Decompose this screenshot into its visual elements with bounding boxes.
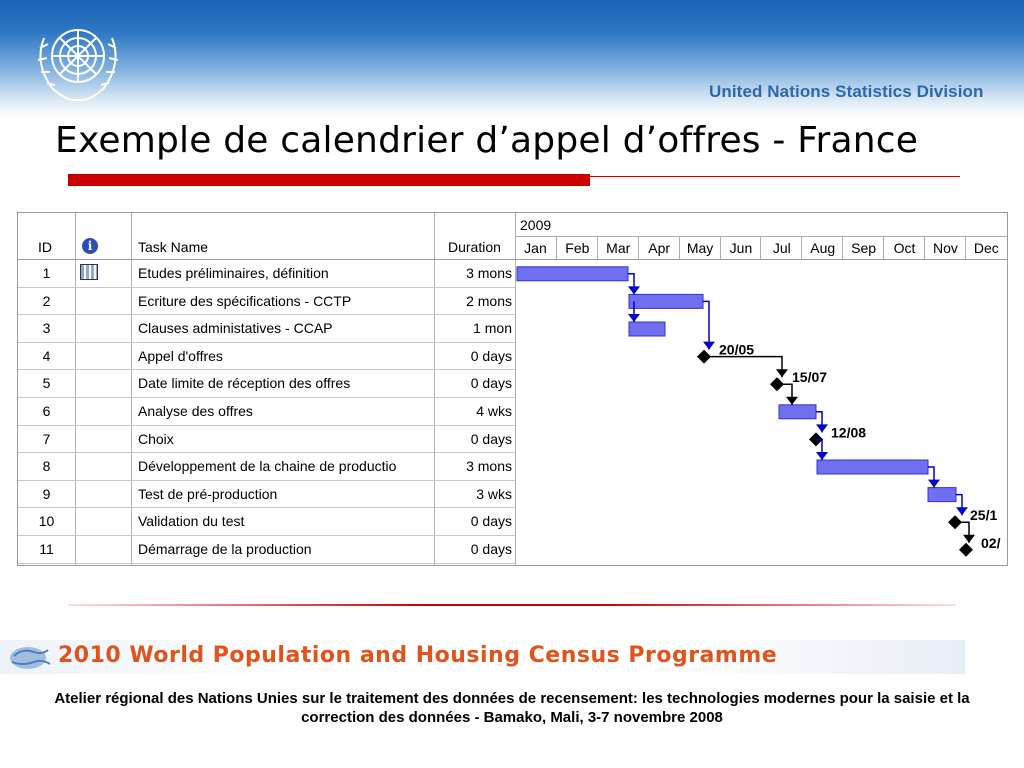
task-duration: 3 mons xyxy=(466,458,512,475)
task-id: 6 xyxy=(42,403,51,419)
task-name: Clauses administatives - CCAP xyxy=(138,320,333,337)
task-name: Développement de la chaine de productio xyxy=(138,458,397,475)
month-jan: Jan xyxy=(524,240,547,256)
task-name: Ecriture des spécifications - CCTP xyxy=(138,292,352,309)
task-duration: 1 mon xyxy=(473,320,512,337)
header-id: ID xyxy=(38,239,52,255)
header-task-name: Task Name xyxy=(138,239,209,255)
gantt-bar xyxy=(928,488,956,502)
task-id: 7 xyxy=(42,430,51,447)
task-duration: 4 wks xyxy=(476,403,512,419)
dependency-arrowhead xyxy=(928,480,940,488)
task-name: Validation du test xyxy=(138,513,245,530)
milestone-date-label: 20/05 xyxy=(719,341,755,358)
task-name: Appel d'offres xyxy=(138,347,223,364)
footer-divider xyxy=(68,604,956,606)
task-duration: 0 days xyxy=(470,375,512,392)
census-programme-title: 2010 World Population and Housing Census Programme xyxy=(58,643,778,668)
gantt-bar xyxy=(629,294,703,308)
footer-caption: Atelier régional des Nations Unies sur le traitement des données de recensement: les technologies modernes pour la saisie et la correction des données - Bamako, Mali, 3-7 novembre 2008 xyxy=(54,690,970,726)
milestone-marker xyxy=(959,543,973,557)
task-id: 9 xyxy=(42,485,51,502)
month-jun: Jun xyxy=(720,237,762,259)
task-id: 10 xyxy=(38,513,55,530)
dependency-arrowhead xyxy=(703,342,715,350)
dependency-arrowhead xyxy=(786,397,798,405)
dependency-arrowhead xyxy=(628,286,640,294)
month-aug: Aug xyxy=(801,237,843,259)
header-band xyxy=(0,0,1024,118)
task-id: 2 xyxy=(42,292,51,309)
task-id: 5 xyxy=(42,375,51,392)
month-jul: Jul xyxy=(760,237,802,259)
timeline-overlay xyxy=(18,213,1007,565)
task-name: Date limite de réception des offres xyxy=(138,375,351,392)
task-duration: 2 mons xyxy=(466,292,512,309)
task-id: 4 xyxy=(42,347,51,364)
month-sep: Sep xyxy=(842,237,884,259)
title-underline-line xyxy=(590,176,960,177)
month-nov: Nov xyxy=(924,237,966,259)
dependency-arrowhead xyxy=(816,424,828,432)
task-name: Démarrage de la production xyxy=(138,541,312,557)
month-feb: Feb xyxy=(556,237,598,259)
task-duration: 0 days xyxy=(470,513,512,530)
header-year: 2009 xyxy=(520,217,552,233)
un-emblem-logo xyxy=(22,8,134,108)
task-name: Test de pré-production xyxy=(138,485,278,502)
dependency-arrowhead xyxy=(956,507,968,515)
task-id: 8 xyxy=(42,458,51,475)
task-duration: 0 days xyxy=(470,430,512,447)
globe-icon xyxy=(6,642,54,672)
task-id: 1 xyxy=(42,265,51,281)
gantt-bar xyxy=(817,460,928,474)
month-apr: Apr xyxy=(638,237,680,259)
task-duration: 3 wks xyxy=(476,485,512,502)
gantt-chart xyxy=(17,212,1008,566)
milestone-date-label: 25/1 xyxy=(970,507,998,524)
info-icon: i xyxy=(82,238,98,254)
gantt-bar xyxy=(779,405,816,419)
dependency-arrowhead xyxy=(776,369,788,377)
milestone-date-label: 15/07 xyxy=(792,369,828,386)
dependency-arrowhead xyxy=(628,314,640,322)
title-underline-bar xyxy=(68,174,590,186)
gantt-bar xyxy=(629,322,665,336)
month-mar: Mar xyxy=(597,237,639,259)
task-name: Choix xyxy=(138,430,174,447)
census-programme-banner xyxy=(0,640,965,674)
task-id: 11 xyxy=(39,541,54,557)
milestone-date-label: 02/ xyxy=(981,534,1001,551)
month-oct: Oct xyxy=(883,237,925,259)
header-duration: Duration xyxy=(448,239,501,255)
dependency-arrowhead xyxy=(816,452,828,460)
task-name: Analyse des offres xyxy=(138,403,253,419)
dependency-link xyxy=(704,357,782,378)
month-dec: Dec xyxy=(965,237,1007,259)
task-name: Etudes préliminaires, définition xyxy=(138,265,329,281)
task-duration: 0 days xyxy=(470,541,512,557)
month-may: May xyxy=(679,237,721,259)
milestone-date-label: 12/08 xyxy=(831,424,867,441)
un-statistics-division-label: United Nations Statistics Division xyxy=(709,82,984,101)
task-id: 3 xyxy=(42,320,51,337)
task-duration: 0 days xyxy=(470,347,512,364)
gantt-bar xyxy=(517,267,628,281)
slide-title: Exemple de calendrier d’appel d’offres - France xyxy=(55,120,919,161)
task-duration: 3 mons xyxy=(466,265,512,281)
dependency-arrowhead xyxy=(963,535,975,543)
